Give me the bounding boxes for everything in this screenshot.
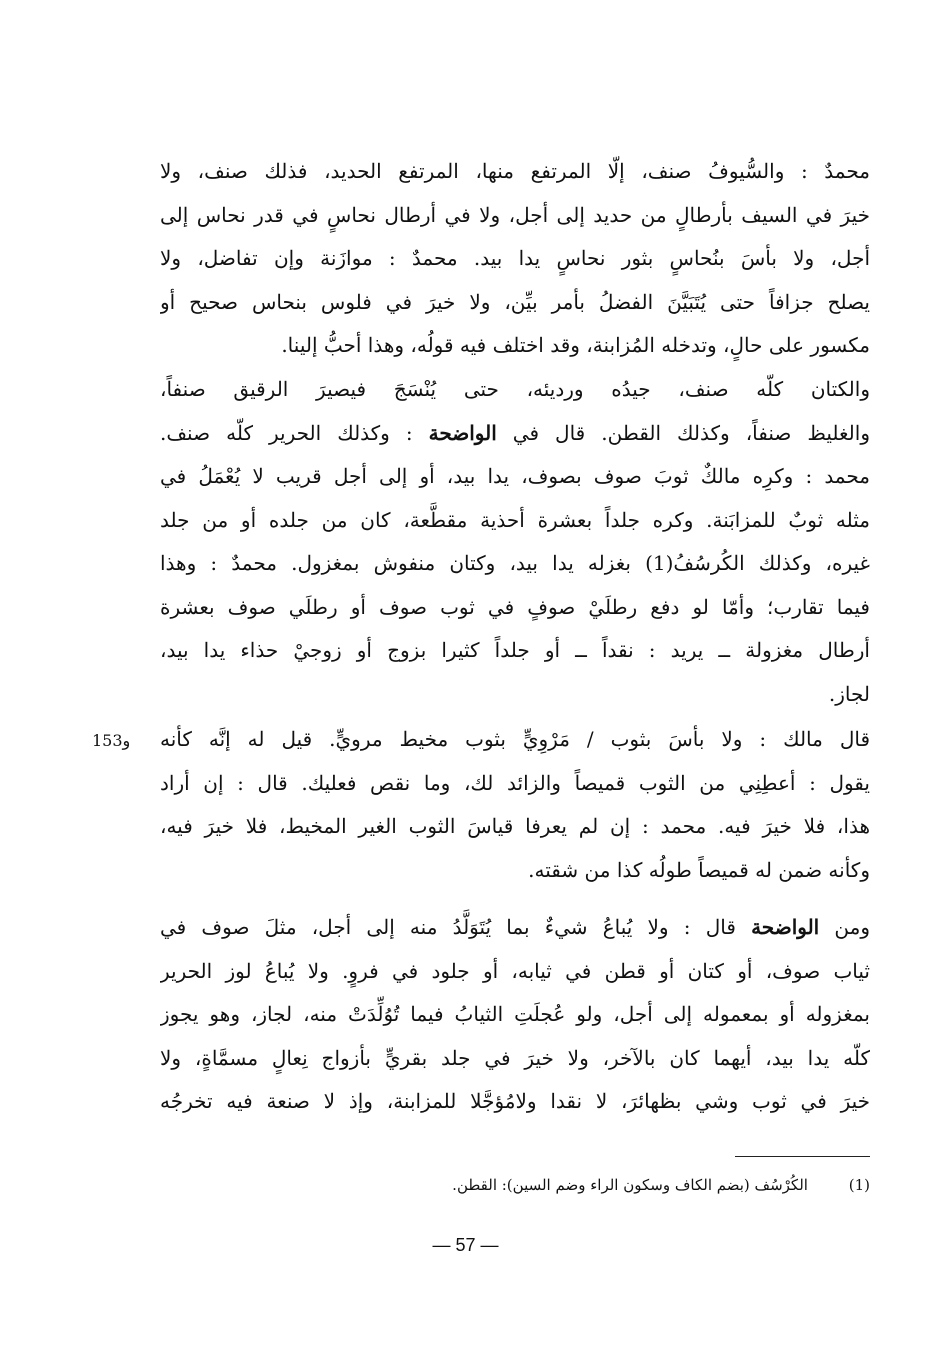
text-line: مثله ثوبٌ للمزابَنة. وكره جلداً بعشرة أحذية مقطَّعة، كان من جلده أو من جلد	[160, 507, 870, 532]
text-line: يقول : أعطِنِي من الثوب قميصاً والزائد لك، وما نقص فعليك. قال : إن أراد	[160, 770, 870, 795]
text-line: بمغزوله أو بمعموله إلى أجل، ولو عُجلَتِ الثيابُ فيما تُوُلِّدَتْ منه، لجاز، وهو يجوز	[160, 1002, 870, 1026]
bold-term: الواضحة	[428, 420, 497, 445]
paragraph-1	[160, 150, 870, 368]
paragraph-3	[160, 718, 870, 892]
text-line: مكسور على حالٍ، وتدخله المُزابنة، وقد اختلف فيه قولُه، وهذا أحبُّ إلينا.	[281, 333, 870, 357]
paragraph-2	[160, 368, 870, 716]
text-line: هذا، فلا خيرَ فيه. محمد : إن لم يعرفا قياسَ الثوب الغير المخيط، فلا خيرَ فيه،	[160, 814, 870, 838]
text-line: فيما تقارب؛ وأمّا لو دفع رطلَيْ صوفٍ في ثوب صوف أو رطلَي صوف بعشرة	[160, 594, 870, 619]
text-line: ثياب صوف، أو كتان أو قطن في ثيابه، أو جلود في فروٍ. ولا يُباعُ لوز الحرير	[160, 958, 870, 983]
footnote-number: (1)	[848, 1176, 870, 1194]
footnote-divider	[735, 1156, 870, 1157]
text-line: والكتان كلّه صنف، جيدُه ورديئه، حتى يُنْسَجَ فيصيرَ الرقيق صنفاً،	[160, 377, 870, 401]
text-line: خيرَ في ثوب وشي بظهائرَ، لا نقدا ولامُؤجَّلا للمزابنة، وإذ لا صنعة فيه تخرجُه	[160, 1089, 870, 1113]
footnote-text: الكُرْسُف (بضم الكاف وسكون الراء وضم السين): القطن.	[452, 1176, 808, 1194]
text-line: أرطال مغزولة ــ يريد : نقداً ــ أو جلداً كثيرا بزوج أو زوجيْ حذاء يدا بيد،	[160, 638, 870, 662]
text-line: غيره، وكذلك الكُرسُفُ(1) بغزله يدا بيد، وكتان منفوش بمغزول. محمدٌ : وهذا	[160, 551, 870, 575]
text-line: والغليظ صنفاً، وكذلك القطن. قال في الواضحة : وكذلك الحرير كلّه صنف.	[160, 420, 870, 445]
text-line: محمدٌ : والسُّيوفُ صنف، إلّا المرتفع منها، المرتفع الحديد، فذلك صنف، ولا	[160, 159, 870, 183]
margin-folio-note: 153و	[92, 731, 131, 750]
text-line: وكأنه ضمن له قميصاً طولُه كذا من شقته.	[528, 857, 870, 882]
paragraph-4	[160, 906, 870, 1124]
page-number: — 57 —	[432, 1235, 499, 1255]
bold-term: الواضحة	[751, 915, 820, 939]
text-line: خيرَ في السيف بأرطالٍ من حديد إلى أجل، ولا في أرطال نحاسٍ في قدر نحاس إلى	[160, 202, 870, 227]
text-line: أجل، ولا بأسَ بنُحاسٍ بثور نحاسٍ يدا بيد. محمدٌ : موازَنة وإن تفاضل، ولا	[160, 246, 870, 270]
text-line: كلّه يدا بيد، أيهما كان بالآخر، ولا خيرَ في جلد بقريٍّ بأزواج نِعالٍ مسمَّاةٍ، ولا	[160, 1045, 870, 1070]
text-line: يصلح جزافاً حتى يُتَبَيَّنَ الفضلُ بأمر بيِّن، ولا خيرَ في فلوس بنحاس صحيح أو	[160, 289, 870, 314]
text-line: لجاز.	[828, 681, 870, 706]
text-line: ومن الواضحة قال : ولا يُباعُ شيءٌ بما يُتَوَلَّدُ منه إلى أجل، مثلَ صوف في	[160, 915, 870, 939]
text-line: قال مالك : ولا بأسَ بثوب / مَرْوِيٍّ بثوب مخيط مرويٍّ. قيل له إنَّه كأنه	[160, 727, 870, 751]
text-line: محمد : وكرِه مالكٌ ثوبَ صوف بصوف، يدا بيد، أو إلى أجل قريب لا يُعْمَلُ في	[160, 464, 870, 488]
footnote	[340, 1173, 870, 1197]
